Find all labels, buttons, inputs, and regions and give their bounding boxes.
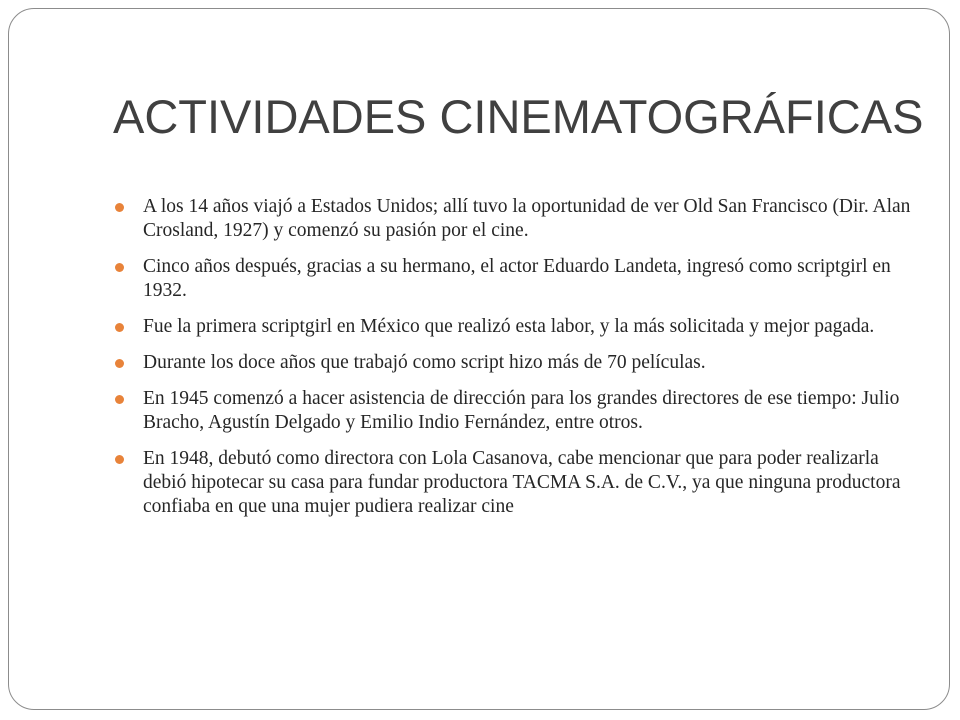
bullet-item [113,255,913,303]
slide-title: ACTIVIDADES CINEMATOGRÁFICAS [113,90,924,143]
bullet-dot-icon [115,263,124,272]
bullet-dot-icon [115,395,124,404]
bullet-text: Durante los doce años que trabajó como script hizo más de 70 películas. [143,352,706,373]
bullet-text: Cinco años después, gracias a su hermano, el actor Eduardo Landeta, ingresó como scriptgirl en 1932. [143,256,891,301]
bullet-item [113,447,913,519]
bullet-item [113,351,913,375]
bullet-text: En 1948, debutó como directora con Lola Casanova, cabe mencionar que para poder realizarla debió hipotecar su casa para fundar productora TACMA S.A. de C.V., ya que ninguna productora confiaba en que una mujer pudiera realizar cine [143,448,901,517]
slide-frame [8,8,950,710]
bullet-item [113,387,913,435]
bullet-item [113,195,913,243]
bullet-item [113,315,913,339]
bullet-list [113,195,913,531]
bullet-dot-icon [115,455,124,464]
bullet-text: Fue la primera scriptgirl en México que realizó esta labor, y la más solicitada y mejor pagada. [143,316,875,337]
bullet-text: A los 14 años viajó a Estados Unidos; allí tuvo la oportunidad de ver Old San Francisco (Dir. Alan Crosland, 1927) y comenzó su pasión por el cine. [143,196,911,241]
bullet-dot-icon [115,203,124,212]
bullet-dot-icon [115,359,124,368]
bullet-dot-icon [115,323,124,332]
bullet-text: En 1945 comenzó a hacer asistencia de dirección para los grandes directores de ese tiempo: Julio Bracho, Agustín Delgado y Emilio Indio Fernández, entre otros. [143,388,900,433]
